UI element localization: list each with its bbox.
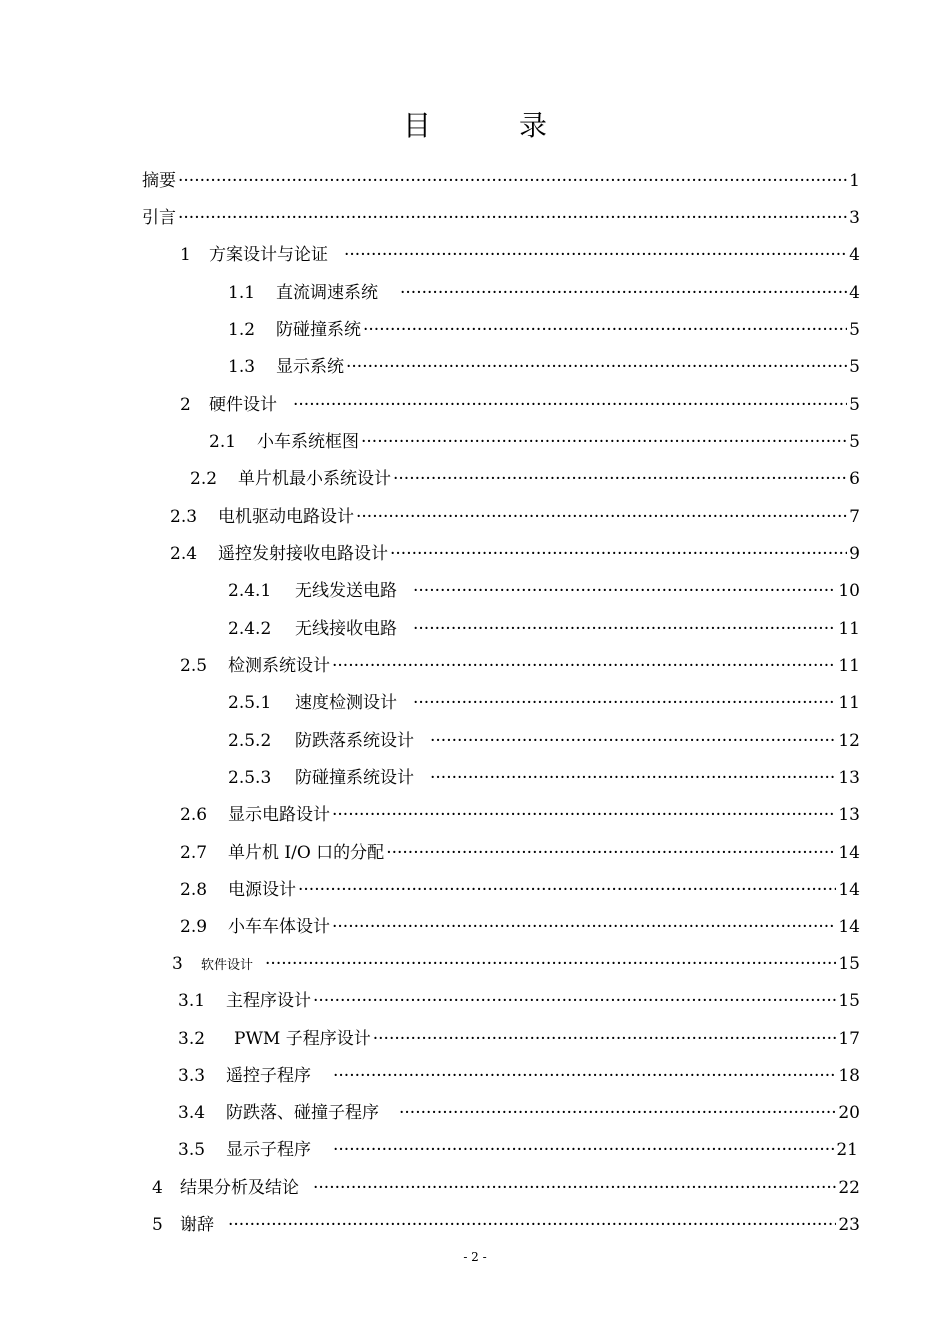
toc-leader [333,1137,834,1163]
toc-entry[interactable] [228,578,860,604]
toc-page: 12 [838,731,860,751]
toc-leader [430,765,836,791]
toc-number: 2.4 [170,544,198,564]
toc-entry[interactable] [152,1175,860,1201]
toc-number: 2.8 [180,880,208,900]
toc-page: 23 [838,1215,860,1235]
toc-label: 单片机最小系统设计 [238,469,391,489]
toc-leader [228,1212,836,1238]
toc-label: 硬件设计 [209,395,277,415]
toc-page: 13 [838,768,860,788]
toc-leader [363,317,847,343]
toc-entry[interactable] [152,1212,860,1238]
toc-number: 4 [152,1178,163,1198]
toc-leader [356,504,847,530]
toc-number: 5 [152,1215,163,1235]
title-char-2: 录 [519,109,548,142]
toc-entry[interactable] [180,877,860,903]
toc-entry[interactable] [209,429,860,455]
toc-label: 方案设计与论证 [209,245,328,265]
toc-entry[interactable] [178,1137,858,1163]
toc-label: 检测系统设计 [228,656,330,676]
toc-page: 5 [849,320,860,340]
toc-entry[interactable] [170,504,860,530]
toc-number: 1.2 [228,320,256,340]
toc-page: 4 [849,245,860,265]
toc-leader [298,877,836,903]
toc-entry[interactable] [180,242,860,268]
toc-page: 11 [838,656,860,676]
toc-label: 小车系统框图 [257,432,359,452]
toc-entry[interactable] [228,765,860,791]
toc-number: 3 [172,954,183,974]
toc-entry[interactable] [228,728,860,754]
toc-leader [430,728,836,754]
toc-page: 17 [838,1029,860,1049]
toc-entry[interactable] [180,840,860,866]
toc-number: 3.2 [178,1029,206,1049]
toc-leader [399,1100,836,1126]
toc-entry[interactable] [180,914,860,940]
toc-page: 11 [838,619,860,639]
toc-number: 2.5.3 [228,768,272,788]
toc-leader [390,541,847,567]
toc-number: 2.4.1 [228,581,272,601]
toc-leader [413,578,836,604]
toc-number: 3.4 [178,1103,206,1123]
toc-label: 主程序设计 [226,991,311,1011]
toc-page: 5 [849,432,860,452]
toc-page: 9 [849,544,860,564]
toc-label: 小车车体设计 [228,917,330,937]
toc-page: 5 [849,357,860,377]
toc-label: 谢辞 [180,1215,214,1235]
toc-entry[interactable] [228,690,860,716]
toc-page: 14 [838,880,860,900]
toc-entry[interactable] [228,354,860,380]
toc-leader [178,205,847,231]
toc-leader [386,840,836,866]
toc-page: 10 [838,581,860,601]
toc-number: 3.1 [178,991,206,1011]
toc-number: 2.2 [190,469,218,489]
toc-page: 6 [849,469,860,489]
toc-leader [293,392,847,418]
toc-label: 防跌落、碰撞子程序 [226,1103,379,1123]
toc-entry[interactable] [228,317,860,343]
toc-label: 单片机 I/O 口的分配 [228,843,385,863]
toc-label: 引言 [142,208,176,228]
toc-page: 3 [849,208,860,228]
toc-label: 防碰撞系统设计 [295,768,414,788]
toc-entry[interactable] [180,802,860,828]
toc-leader [333,1063,836,1089]
toc-page: 15 [838,954,860,974]
toc-label: 显示系统 [276,357,344,377]
toc-page: 20 [838,1103,860,1123]
toc-leader [178,168,847,194]
toc-leader [332,802,836,828]
toc-label: 防碰撞系统 [276,320,361,340]
toc-label: 电机驱动电路设计 [218,507,354,527]
toc-label: 无线接收电路 [295,619,397,639]
toc-number: 1.1 [228,283,256,303]
toc-entry[interactable] [180,392,860,418]
toc-entry[interactable] [178,988,860,1014]
toc-label: 软件设计 [201,958,254,973]
toc-leader [265,951,836,977]
toc-page: 15 [838,991,860,1011]
toc-page: 1 [849,171,860,191]
toc-entry[interactable] [190,466,860,492]
toc-leader [400,280,847,306]
toc-entry[interactable] [178,1100,860,1126]
toc-entry[interactable] [228,616,860,642]
toc-leader [313,1175,836,1201]
toc-entry[interactable] [180,653,860,679]
toc-leader [413,690,836,716]
toc-label: 速度检测设计 [295,693,397,713]
toc-label: 直流调速系统 [276,283,378,303]
toc-leader [346,354,847,380]
toc-leader [344,242,847,268]
toc-label: 显示电路设计 [228,805,330,825]
toc-entry[interactable] [142,168,860,194]
toc-leader [313,988,836,1014]
toc-entry[interactable] [170,541,860,567]
toc-label: 遥控发射接收电路设计 [218,544,388,564]
toc-entry[interactable] [172,951,860,977]
toc-page: 11 [838,693,860,713]
toc-label: 遥控子程序 [226,1066,311,1086]
toc-page: 14 [838,917,860,937]
toc-number: 2.9 [180,917,208,937]
toc-number: 1.3 [228,357,256,377]
toc-label: 结果分析及结论 [180,1178,299,1198]
toc-label: 无线发送电路 [295,581,397,601]
toc-label: 摘要 [142,171,176,191]
toc-leader [332,914,836,940]
toc-page: 18 [838,1066,860,1086]
toc-number: 2.1 [209,432,237,452]
toc-label: PWM 子程序设计 [234,1029,371,1049]
toc-label: 显示子程序 [226,1140,311,1160]
page-number-footer: - 2 - [463,1250,487,1264]
toc-leader [373,1026,837,1052]
toc-number: 2.5 [180,656,208,676]
toc-entry[interactable] [228,280,860,306]
toc-page: 7 [849,507,860,527]
toc-number: 2.6 [180,805,208,825]
toc-number: 2.7 [180,843,208,863]
toc-leader [332,653,836,679]
toc-title [0,104,950,144]
toc-label: 电源设计 [228,880,296,900]
toc-entry[interactable] [142,205,860,231]
toc-page: 4 [849,283,860,303]
toc-page: 14 [838,843,860,863]
toc-number: 2.5.2 [228,731,272,751]
toc-page: 22 [838,1178,860,1198]
toc-leader [413,616,836,642]
toc-number: 2.4.2 [228,619,272,639]
toc-leader [393,466,847,492]
toc-label: 防跌落系统设计 [295,731,414,751]
toc-number: 3.5 [178,1140,206,1160]
toc-number: 2.5.1 [228,693,272,713]
toc-leader [361,429,847,455]
toc-number: 2.3 [170,507,198,527]
toc-page: 13 [838,805,860,825]
toc-page: 5 [849,395,860,415]
toc-number: 1 [180,245,191,265]
title-char-1: 目 [402,109,431,142]
toc-entry[interactable] [178,1026,860,1052]
toc-number: 2 [180,395,191,415]
toc-entry[interactable] [178,1063,860,1089]
toc-number: 3.3 [178,1066,206,1086]
toc-page: 21 [836,1140,858,1160]
